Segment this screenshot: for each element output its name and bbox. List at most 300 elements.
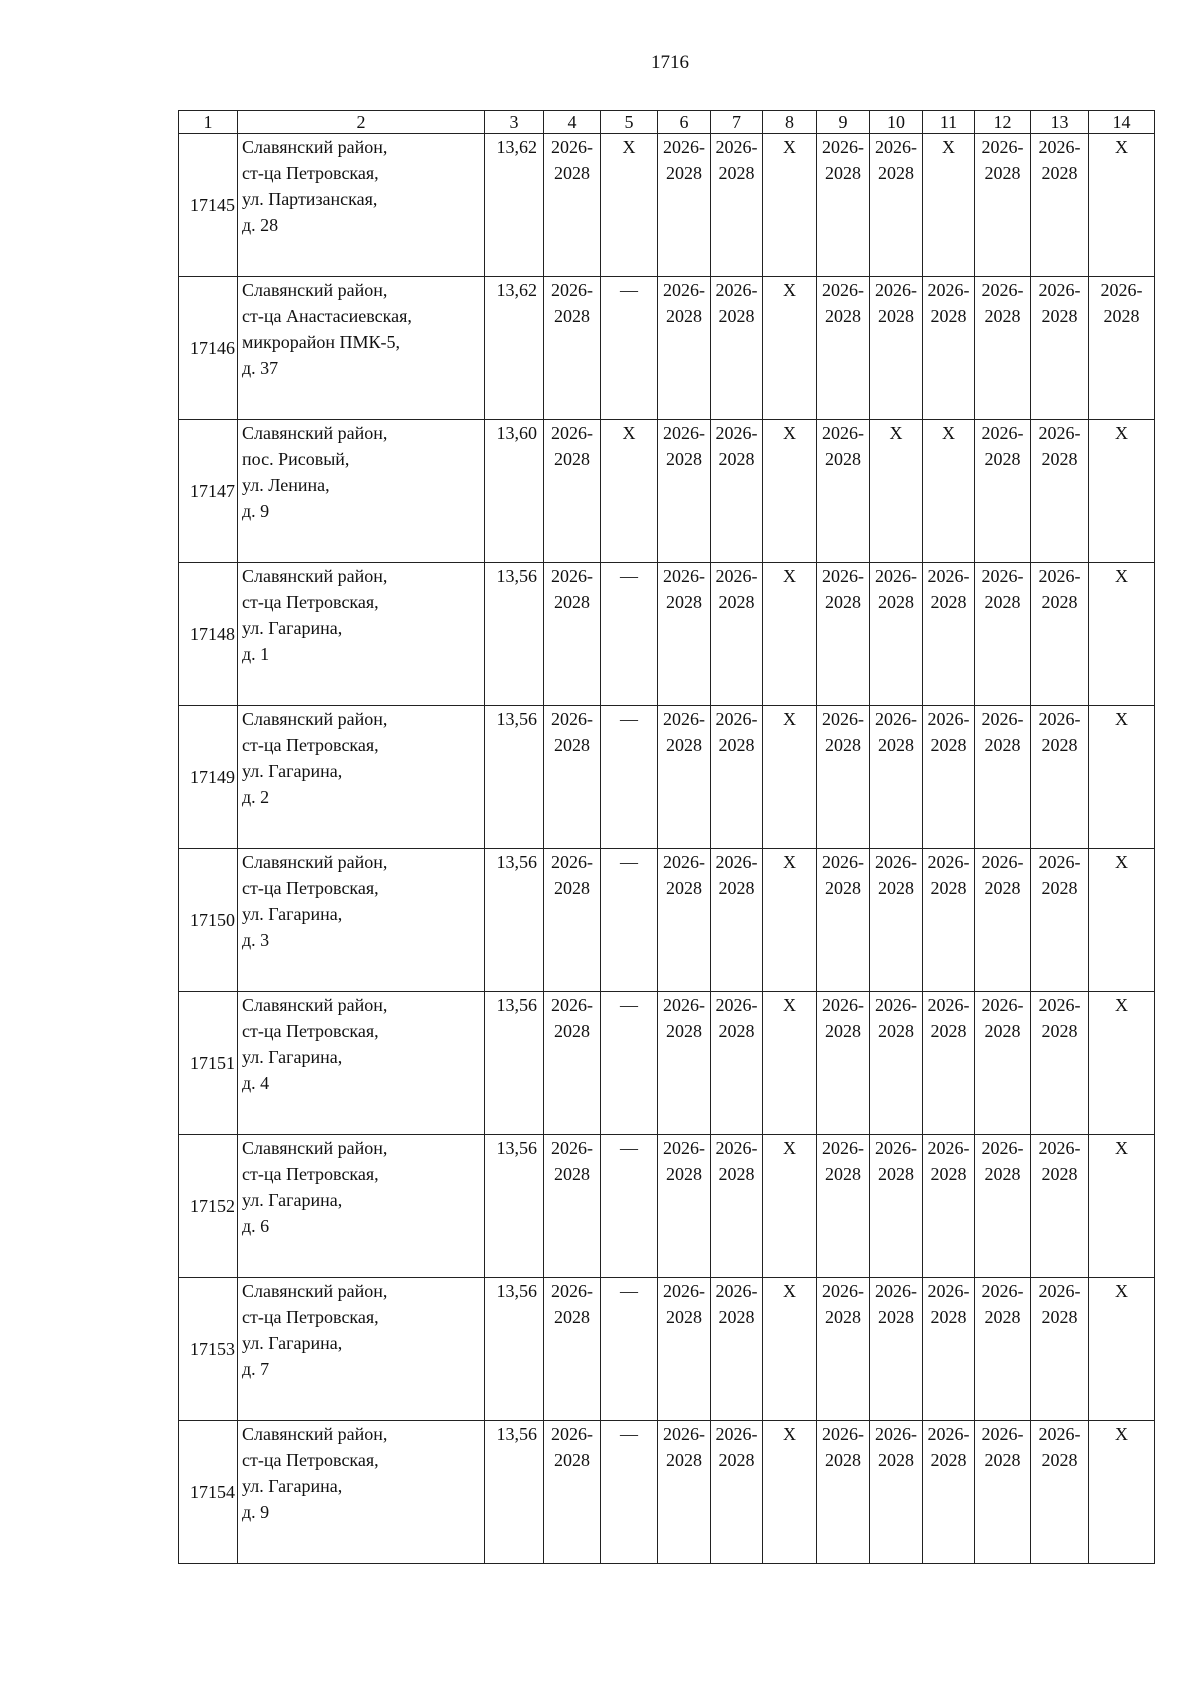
period-text: 2028 — [930, 735, 967, 755]
period-text: X — [622, 423, 636, 443]
period-text: 2028 — [825, 1307, 861, 1327]
table-row — [179, 420, 1155, 563]
period-text: X — [1115, 852, 1128, 872]
period-text: 2028 — [1041, 1021, 1078, 1041]
column-number-cell: 8 — [763, 111, 817, 134]
period-text: 2028 — [984, 735, 1021, 755]
period-text: 2026- — [715, 709, 758, 729]
period-text: 2026- — [822, 137, 864, 157]
period-cell — [601, 134, 658, 277]
period-cell — [817, 1278, 870, 1421]
period-text: 2028 — [718, 163, 755, 183]
row-number: 17148 — [179, 563, 238, 706]
period-text: — — [620, 1281, 638, 1301]
period-cell — [817, 706, 870, 849]
period-cell — [1089, 1421, 1155, 1564]
period-text: 2026- — [822, 1424, 864, 1444]
period-text: 2026- — [663, 1281, 705, 1301]
table-row — [179, 134, 1155, 277]
period-cell — [544, 1278, 601, 1421]
period-text: 2026- — [1038, 995, 1081, 1015]
address-line: Славянский район, — [242, 995, 388, 1015]
period-text: 2026- — [1038, 137, 1081, 157]
period-text: 2028 — [1041, 592, 1078, 612]
address-line: ст-ца Петровская, — [242, 735, 379, 755]
period-text: 2026- — [875, 566, 917, 586]
period-text: 2026- — [663, 423, 705, 443]
period-text: X — [889, 423, 903, 443]
period-text: — — [620, 852, 638, 872]
period-text: 2028 — [825, 449, 861, 469]
period-cell — [975, 1135, 1031, 1278]
period-cell — [601, 563, 658, 706]
period-text: 2026- — [551, 280, 593, 300]
period-cell — [1031, 849, 1089, 992]
period-cell — [870, 992, 923, 1135]
page-number: 1716 — [651, 52, 689, 73]
period-text: 2028 — [825, 306, 861, 326]
period-text: — — [620, 995, 638, 1015]
period-text: 2028 — [554, 1021, 590, 1041]
period-cell — [870, 1135, 923, 1278]
period-text: — — [620, 1138, 638, 1158]
period-cell — [658, 420, 711, 563]
period-text: 2026- — [715, 995, 758, 1015]
address-cell — [238, 420, 485, 563]
period-cell — [544, 563, 601, 706]
period-text: 2026- — [715, 566, 758, 586]
address-line: д. 4 — [242, 1073, 270, 1093]
period-text: 2028 — [554, 1450, 590, 1470]
column-number-cell: 11 — [923, 111, 975, 134]
period-text: 2026- — [551, 852, 593, 872]
period-text: X — [1115, 995, 1128, 1015]
period-text: 2028 — [1041, 449, 1078, 469]
address-line: ул. Гагарина, — [242, 1047, 343, 1067]
table-row — [179, 992, 1155, 1135]
period-cell — [1031, 277, 1089, 420]
address-line: Славянский район, — [242, 137, 388, 157]
period-text: 2026- — [822, 1281, 864, 1301]
period-text: 2026- — [875, 852, 917, 872]
period-cell — [601, 706, 658, 849]
period-text: 2026- — [927, 852, 970, 872]
table-row — [179, 706, 1155, 849]
period-text: 2028 — [718, 592, 755, 612]
period-text: 2026- — [1038, 280, 1081, 300]
period-cell — [763, 420, 817, 563]
column-number-cell: 9 — [817, 111, 870, 134]
address-line: ул. Гагарина, — [242, 1333, 343, 1353]
period-text: 2026- — [551, 137, 593, 157]
period-cell — [870, 563, 923, 706]
period-cell — [923, 992, 975, 1135]
column-number-cell: 7 — [711, 111, 763, 134]
period-cell — [711, 992, 763, 1135]
address-line: ул. Гагарина, — [242, 1476, 343, 1496]
period-text: 2028 — [666, 306, 702, 326]
period-cell — [1031, 992, 1089, 1135]
period-cell — [1089, 1135, 1155, 1278]
period-text: 2028 — [666, 735, 702, 755]
period-text: 2028 — [666, 1450, 702, 1470]
column-number-cell: 1 — [179, 111, 238, 134]
address-line: д. 37 — [242, 358, 279, 378]
period-cell — [817, 849, 870, 992]
period-text: 2026- — [822, 566, 864, 586]
address-line: ул. Гагарина, — [242, 904, 343, 924]
period-text: X — [1115, 1138, 1128, 1158]
period-cell — [975, 1421, 1031, 1564]
period-text: 2026- — [927, 280, 970, 300]
address-line: ст-ца Петровская, — [242, 1021, 379, 1041]
area-cell: 13,62 — [485, 277, 544, 420]
period-text: 2026- — [551, 709, 593, 729]
period-cell — [763, 134, 817, 277]
period-cell — [763, 563, 817, 706]
period-text: 2028 — [878, 1021, 914, 1041]
column-number-cell: 3 — [485, 111, 544, 134]
period-text: 2028 — [718, 878, 755, 898]
period-cell — [601, 1421, 658, 1564]
address-line: д. 7 — [242, 1359, 270, 1379]
register-table — [178, 110, 1155, 1564]
period-cell — [601, 849, 658, 992]
column-number-cell: 5 — [601, 111, 658, 134]
row-number: 17149 — [179, 706, 238, 849]
period-cell — [763, 849, 817, 992]
period-text: 2026- — [981, 1138, 1024, 1158]
period-text: 2028 — [930, 1450, 967, 1470]
period-text: 2028 — [666, 1164, 702, 1184]
period-text: 2026- — [927, 1138, 970, 1158]
period-cell — [658, 1135, 711, 1278]
period-text: 2026- — [551, 995, 593, 1015]
period-text: 2028 — [930, 1307, 967, 1327]
period-text: 2026- — [715, 1281, 758, 1301]
period-cell — [601, 992, 658, 1135]
period-text: 2028 — [878, 592, 914, 612]
period-text: 2026- — [981, 566, 1024, 586]
period-text: 2028 — [1041, 163, 1078, 183]
period-cell — [544, 706, 601, 849]
period-cell — [923, 849, 975, 992]
address-line: д. 9 — [242, 1502, 270, 1522]
period-cell — [658, 1421, 711, 1564]
period-text: 2028 — [554, 163, 590, 183]
period-text: 2026- — [981, 852, 1024, 872]
period-text: 2028 — [984, 1307, 1021, 1327]
period-text: 2026- — [822, 280, 864, 300]
period-cell — [711, 134, 763, 277]
period-cell — [870, 134, 923, 277]
period-text: 2028 — [825, 735, 861, 755]
period-cell — [658, 134, 711, 277]
period-text: 2026- — [663, 1138, 705, 1158]
row-number: 17150 — [179, 849, 238, 992]
address-line: ст-ца Петровская, — [242, 1164, 379, 1184]
period-cell — [1031, 134, 1089, 277]
period-text: 2028 — [984, 449, 1021, 469]
period-text: 2026- — [715, 1424, 758, 1444]
period-cell — [763, 1135, 817, 1278]
period-text: X — [783, 280, 796, 300]
period-text: 2028 — [718, 1021, 755, 1041]
period-text: 2028 — [984, 878, 1021, 898]
period-cell — [975, 706, 1031, 849]
period-text: X — [942, 137, 955, 157]
period-cell — [923, 706, 975, 849]
row-number: 17147 — [179, 420, 238, 563]
period-text: 2028 — [1041, 1450, 1078, 1470]
period-text: 2028 — [554, 878, 590, 898]
period-text: X — [622, 137, 636, 157]
period-cell — [923, 1135, 975, 1278]
period-text: X — [783, 709, 796, 729]
period-text: 2028 — [930, 592, 967, 612]
period-text: 2028 — [718, 306, 755, 326]
period-text: 2026- — [822, 423, 864, 443]
period-text: X — [942, 423, 955, 443]
period-text: 2028 — [666, 1307, 702, 1327]
period-cell — [1089, 706, 1155, 849]
period-text: 2028 — [825, 1450, 861, 1470]
address-line: д. 1 — [242, 644, 270, 664]
period-cell — [601, 277, 658, 420]
area-cell: 13,56 — [485, 849, 544, 992]
address-cell — [238, 563, 485, 706]
column-number-cell: 4 — [544, 111, 601, 134]
period-text: 2028 — [984, 1164, 1021, 1184]
period-text: 2028 — [718, 449, 755, 469]
period-text: 2026- — [551, 1138, 593, 1158]
period-text: 2028 — [878, 1164, 914, 1184]
address-cell — [238, 706, 485, 849]
period-cell — [975, 277, 1031, 420]
period-text: 2026- — [927, 1281, 970, 1301]
period-text: 2028 — [1103, 306, 1140, 326]
period-cell — [658, 277, 711, 420]
address-cell — [238, 1278, 485, 1421]
period-text: X — [1115, 137, 1128, 157]
period-cell — [923, 134, 975, 277]
address-line: Славянский район, — [242, 423, 388, 443]
period-text: 2028 — [878, 1450, 914, 1470]
period-cell — [601, 1135, 658, 1278]
column-number-cell: 10 — [870, 111, 923, 134]
period-text: X — [783, 423, 796, 443]
period-text: X — [783, 1138, 796, 1158]
period-cell — [1031, 420, 1089, 563]
address-line: д. 2 — [242, 787, 270, 807]
area-cell: 13,56 — [485, 1421, 544, 1564]
address-line: д. 28 — [242, 215, 279, 235]
period-cell — [870, 1421, 923, 1564]
period-text: X — [1115, 566, 1128, 586]
period-cell — [817, 420, 870, 563]
period-text: X — [1115, 1424, 1128, 1444]
period-text: 2026- — [715, 137, 758, 157]
period-text: 2028 — [878, 306, 914, 326]
period-cell — [711, 1421, 763, 1564]
period-text: 2026- — [822, 852, 864, 872]
address-line: ул. Гагарина, — [242, 1190, 343, 1210]
period-text: 2026- — [875, 137, 917, 157]
period-text: X — [783, 1281, 796, 1301]
period-cell — [975, 420, 1031, 563]
period-cell — [817, 1421, 870, 1564]
period-text: 2026- — [551, 566, 593, 586]
period-text: 2028 — [984, 1021, 1021, 1041]
period-cell — [544, 1421, 601, 1564]
period-text: 2026- — [715, 423, 758, 443]
address-line: Славянский район, — [242, 1424, 388, 1444]
period-cell — [975, 134, 1031, 277]
address-line: Славянский район, — [242, 1138, 388, 1158]
period-cell — [544, 420, 601, 563]
period-cell — [544, 277, 601, 420]
period-text: 2026- — [1100, 280, 1143, 300]
period-text: 2026- — [1038, 1138, 1081, 1158]
area-cell: 13,56 — [485, 706, 544, 849]
period-text: 2028 — [718, 1307, 755, 1327]
address-line: ул. Гагарина, — [242, 761, 343, 781]
column-number-cell: 12 — [975, 111, 1031, 134]
period-text: 2028 — [984, 592, 1021, 612]
period-cell — [601, 1278, 658, 1421]
column-number-cell: 6 — [658, 111, 711, 134]
period-text: 2026- — [715, 1138, 758, 1158]
address-line: Славянский район, — [242, 1281, 388, 1301]
row-number: 17151 — [179, 992, 238, 1135]
address-line: микрорайон ПМК-5, — [242, 332, 401, 352]
period-text: 2028 — [1041, 306, 1078, 326]
period-cell — [658, 992, 711, 1135]
period-text: 2028 — [930, 1021, 967, 1041]
address-line: ул. Партизанская, — [242, 189, 378, 209]
period-text: 2026- — [927, 709, 970, 729]
period-text: 2028 — [554, 735, 590, 755]
period-text: 2028 — [878, 878, 914, 898]
period-cell — [711, 706, 763, 849]
period-text: 2026- — [1038, 566, 1081, 586]
period-text: 2026- — [1038, 1424, 1081, 1444]
address-line: ст-ца Петровская, — [242, 1450, 379, 1470]
period-cell — [711, 1278, 763, 1421]
period-cell — [1089, 563, 1155, 706]
row-number: 17154 — [179, 1421, 238, 1564]
period-text: X — [1115, 1281, 1128, 1301]
address-cell — [238, 134, 485, 277]
period-text: X — [783, 995, 796, 1015]
period-text: 2028 — [1041, 735, 1078, 755]
period-cell — [817, 277, 870, 420]
period-text: 2026- — [875, 709, 917, 729]
address-line: Славянский район, — [242, 709, 388, 729]
period-text: 2026- — [822, 995, 864, 1015]
period-cell — [601, 420, 658, 563]
period-cell — [1089, 849, 1155, 992]
period-text: 2026- — [875, 1281, 917, 1301]
period-cell — [1089, 134, 1155, 277]
period-cell — [975, 992, 1031, 1135]
period-text: 2026- — [875, 995, 917, 1015]
row-number: 17153 — [179, 1278, 238, 1421]
area-cell: 13,56 — [485, 992, 544, 1135]
period-cell — [923, 277, 975, 420]
period-text: 2028 — [554, 1307, 590, 1327]
area-cell: 13,56 — [485, 1278, 544, 1421]
table-row — [179, 1421, 1155, 1564]
period-text: 2028 — [1041, 1307, 1078, 1327]
area-cell: 13,56 — [485, 563, 544, 706]
period-text: 2028 — [825, 878, 861, 898]
period-cell — [544, 1135, 601, 1278]
period-cell — [1089, 1278, 1155, 1421]
period-cell — [975, 1278, 1031, 1421]
period-text: 2028 — [718, 1450, 755, 1470]
period-text: 2026- — [663, 566, 705, 586]
table-row — [179, 1135, 1155, 1278]
address-cell — [238, 992, 485, 1135]
period-cell — [711, 420, 763, 563]
period-cell — [870, 849, 923, 992]
period-text: 2026- — [663, 995, 705, 1015]
period-cell — [763, 992, 817, 1135]
address-line: пос. Рисовый, — [242, 449, 350, 469]
period-text: 2026- — [822, 1138, 864, 1158]
period-cell — [1031, 706, 1089, 849]
table-row — [179, 1278, 1155, 1421]
period-text: 2026- — [981, 1281, 1024, 1301]
period-text: 2026- — [663, 280, 705, 300]
period-cell — [1031, 563, 1089, 706]
address-line: д. 6 — [242, 1216, 270, 1236]
period-cell — [923, 1278, 975, 1421]
address-line: ул. Ленина, — [242, 475, 330, 495]
period-cell — [975, 849, 1031, 992]
table-row — [179, 849, 1155, 992]
period-text: 2026- — [981, 423, 1024, 443]
period-cell — [711, 849, 763, 992]
period-text: 2026- — [822, 709, 864, 729]
period-cell — [817, 134, 870, 277]
period-text: 2028 — [554, 592, 590, 612]
period-cell — [1031, 1278, 1089, 1421]
period-text: 2026- — [1038, 709, 1081, 729]
address-cell — [238, 1135, 485, 1278]
period-text: 2028 — [930, 878, 967, 898]
period-text: 2026- — [551, 423, 593, 443]
area-cell: 13,62 — [485, 134, 544, 277]
row-number: 17152 — [179, 1135, 238, 1278]
address-line: Славянский район, — [242, 852, 388, 872]
period-cell — [763, 706, 817, 849]
period-cell — [763, 1421, 817, 1564]
period-cell — [923, 420, 975, 563]
period-text: X — [1115, 423, 1128, 443]
period-cell — [711, 1135, 763, 1278]
period-text: 2028 — [984, 163, 1021, 183]
column-number-cell: 13 — [1031, 111, 1089, 134]
column-number-cell: 14 — [1089, 111, 1155, 134]
period-text: 2028 — [666, 878, 702, 898]
period-cell — [544, 849, 601, 992]
column-number-row — [179, 111, 1155, 134]
period-cell — [658, 563, 711, 706]
period-text: 2028 — [825, 1021, 861, 1041]
period-cell — [1031, 1135, 1089, 1278]
